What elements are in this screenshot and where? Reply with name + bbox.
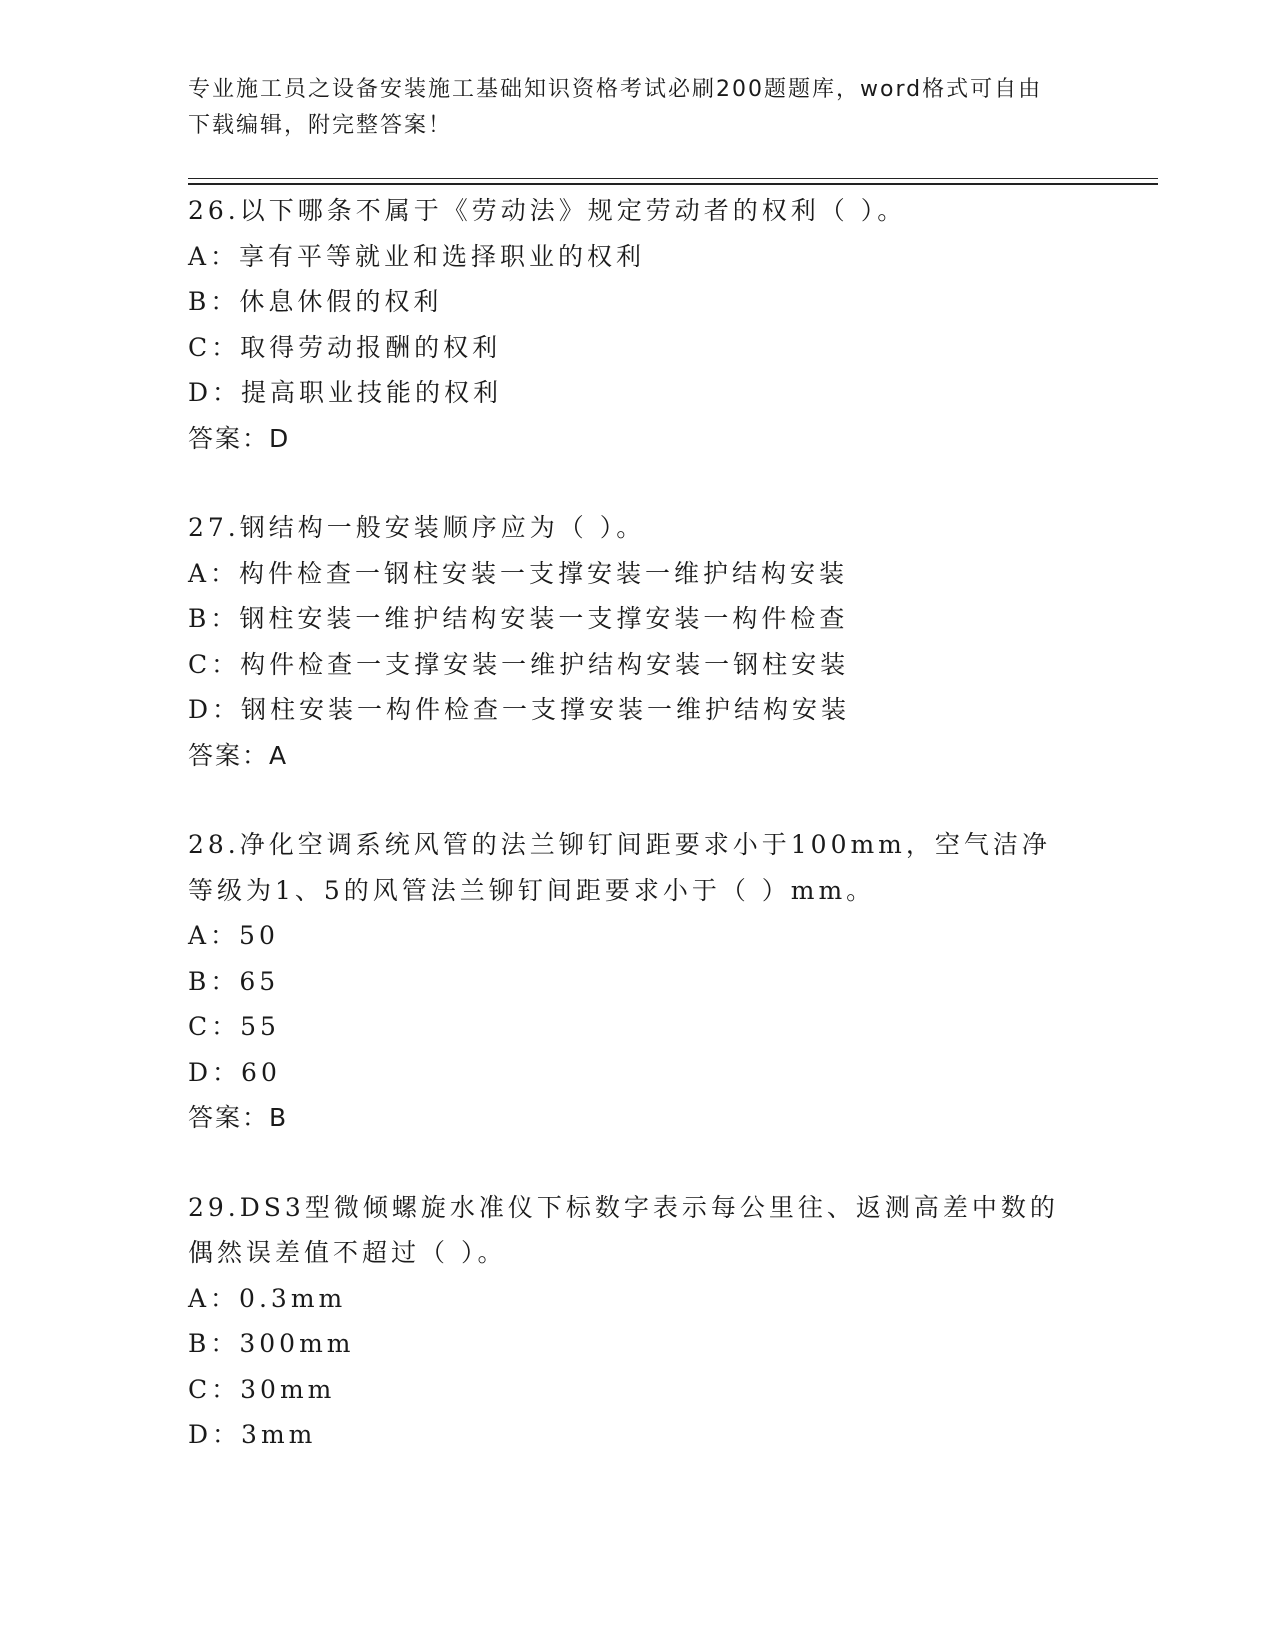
header-title-line-2: 下载编辑，附完整答案！	[188, 113, 453, 138]
option-d: D：60	[188, 1057, 281, 1087]
question-stem: 29.DS3型微倾螺旋水准仪下标数字表示每公里往、返测高差中数的偶然误差值不超过（ ）。	[188, 1192, 1059, 1267]
option-b: B：休息休假的权利	[188, 287, 443, 316]
option-c: C：55	[188, 1012, 280, 1041]
question-list	[188, 188, 1088, 1502]
question-29	[188, 1185, 1088, 1458]
option-b: B：300mm	[188, 1329, 355, 1358]
question-28	[188, 822, 1088, 1141]
header-divider-thin	[188, 178, 1158, 179]
option-a: A：50	[188, 921, 279, 950]
question-27	[188, 505, 1088, 778]
question-stem: 26.以下哪条不属于《劳动法》规定劳动者的权利（ ）。	[188, 196, 907, 225]
question-stem: 28.净化空调系统风管的法兰铆钉间距要求小于100mm，空气洁净等级为1、5的风管法兰铆钉间距要求小于（ ）mm。	[188, 830, 1051, 905]
answer-label: 答案：B	[188, 1103, 289, 1132]
option-c: C：取得劳动报酬的权利	[188, 332, 502, 362]
option-b: B：钢柱安装一维护结构安装一支撑安装一构件检查	[188, 604, 849, 633]
document-header	[188, 72, 1068, 144]
option-b: B：65	[188, 966, 280, 996]
header-divider-thick	[188, 183, 1158, 185]
question-stem: 27.钢结构一般安装顺序应为（ ）。	[188, 513, 646, 542]
header-title-line-1: 专业施工员之设备安装施工基础知识资格考试必刷200题题库，word格式可自由	[188, 77, 1043, 102]
option-c: C：构件检查一支撑安装一维护结构安装一钢柱安装	[188, 649, 850, 679]
option-d: D：3mm	[188, 1420, 317, 1449]
option-c: C：30mm	[188, 1374, 336, 1404]
option-d: D：钢柱安装一构件检查一支撑安装一维护结构安装	[188, 695, 851, 724]
option-a: A：0.3mm	[188, 1283, 347, 1313]
answer-label: 答案：D	[188, 423, 291, 453]
question-26	[188, 188, 1088, 461]
option-a: A：构件检查一钢柱安装一支撑安装一维护结构安装	[188, 558, 849, 588]
answer-label: 答案：A	[188, 740, 289, 770]
option-a: A：享有平等就业和选择职业的权利	[188, 241, 646, 271]
option-d: D：提高职业技能的权利	[188, 378, 503, 407]
